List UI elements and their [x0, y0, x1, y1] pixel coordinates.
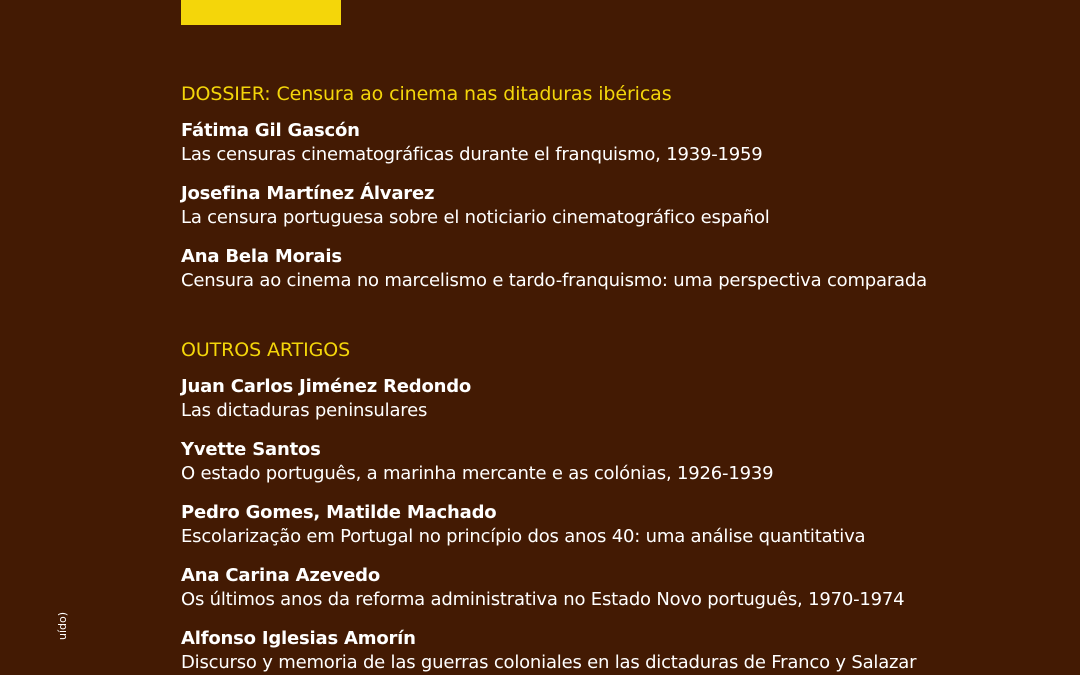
article-entry [181, 119, 1061, 167]
article-entry [181, 564, 1061, 612]
section-outros-artigos [181, 338, 1061, 675]
article-entry [181, 375, 1061, 423]
article-entry [181, 182, 1061, 230]
article-author: Alfonso Iglesias Amorín [181, 628, 416, 649]
article-author: Yvette Santos [181, 439, 321, 460]
article-author: Pedro Gomes, Matilde Machado [181, 502, 497, 523]
article-author: Josefina Martínez Álvarez [181, 183, 435, 204]
side-caption: uído) [56, 611, 69, 640]
table-of-contents [181, 82, 1061, 675]
section-heading: DOSSIER: Censura ao cinema nas ditaduras ibéricas [181, 83, 672, 105]
section-heading: OUTROS ARTIGOS [181, 339, 351, 361]
article-entry [181, 501, 1061, 549]
section-dossier [181, 82, 1061, 293]
article-entry [181, 245, 1061, 293]
article-title: Las censuras cinematográficas durante el franquismo, 1939-1959 [181, 144, 763, 165]
article-entry [181, 627, 1061, 675]
article-title: Os últimos anos da reforma administrativa no Estado Novo português, 1970-1974 [181, 589, 905, 610]
article-entry [181, 438, 1061, 486]
article-title: Censura ao cinema no marcelismo e tardo-franquismo: uma perspectiva comparada [181, 270, 927, 291]
article-title: Discurso y memoria de las guerras coloniales en las dictaduras de Franco y Salazar [181, 652, 917, 673]
article-title: Las dictaduras peninsulares [181, 400, 428, 421]
article-author: Ana Carina Azevedo [181, 565, 380, 586]
article-title: O estado português, a marinha mercante e as colónias, 1926-1939 [181, 463, 774, 484]
article-title: Escolarização em Portugal no princípio dos anos 40: uma análise quantitativa [181, 526, 866, 547]
article-author: Ana Bela Morais [181, 246, 342, 267]
article-author: Juan Carlos Jiménez Redondo [181, 376, 472, 397]
article-author: Fátima Gil Gascón [181, 120, 360, 141]
accent-bar [181, 0, 341, 25]
article-title: La censura portuguesa sobre el noticiario cinematográfico español [181, 207, 770, 228]
